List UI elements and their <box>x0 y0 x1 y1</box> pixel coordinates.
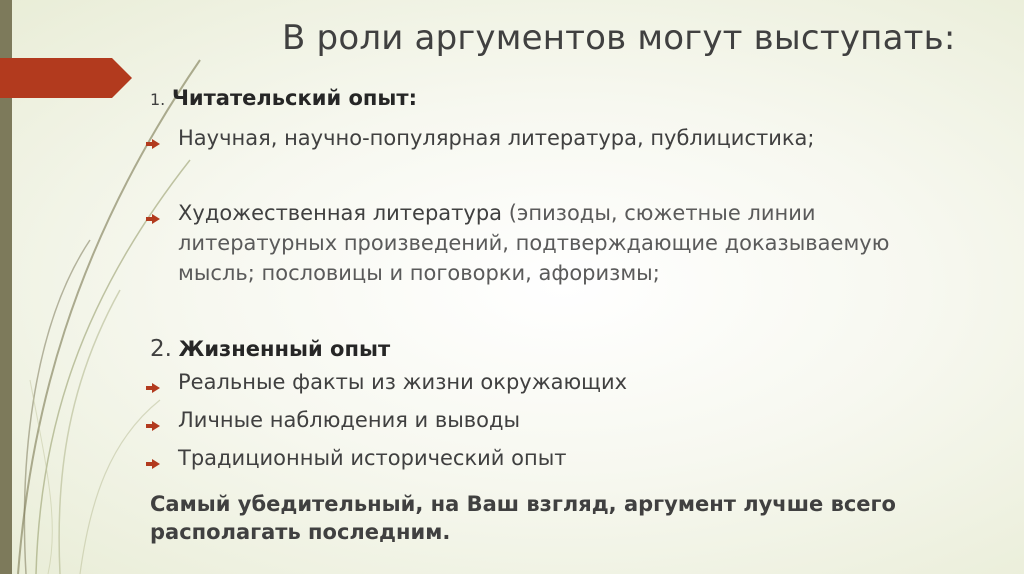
arrow-bullet-icon <box>152 421 160 431</box>
list-item: Традиционный исторический опыт <box>178 446 567 470</box>
arrow-bullet-icon <box>152 383 160 393</box>
list-item: Научная, научно-популярная литература, публицистика; <box>178 126 815 150</box>
arrow-bullet-icon <box>152 459 160 469</box>
conclusion-text <box>150 490 1010 546</box>
section-2-number: 2. <box>150 336 172 362</box>
title-arrow-banner <box>0 58 132 98</box>
fiction-details: (эпизоды, сюжетные линии <box>502 201 816 225</box>
section-2-heading <box>150 336 390 362</box>
slide-title: В роли аргументов могут выступать: <box>282 18 956 58</box>
fiction-details-line3: мысль; пословицы и поговорки, афоризмы; <box>178 261 660 285</box>
section-1-heading <box>150 86 417 110</box>
arrow-bullet-icon <box>152 214 160 224</box>
section-2-title: Жизненный опыт <box>178 337 391 361</box>
list-item: Личные наблюдения и выводы <box>178 408 521 432</box>
list-item-fiction <box>178 201 816 225</box>
conclusion-line-2: располагать последним. <box>150 520 451 544</box>
section-1-title: Читательский опыт: <box>171 86 417 110</box>
arrow-bullet-icon <box>152 139 160 149</box>
conclusion-line-1: Самый убедительный, на Ваш взгляд, аргумент лучше всего <box>150 492 896 516</box>
list-item: Реальные факты из жизни окружающих <box>178 370 628 394</box>
fiction-details-line2: литературных произведений, подтверждающие доказываемую <box>178 231 890 255</box>
fiction-label: Художественная литература <box>178 201 503 225</box>
section-1-number: 1. <box>150 90 166 109</box>
